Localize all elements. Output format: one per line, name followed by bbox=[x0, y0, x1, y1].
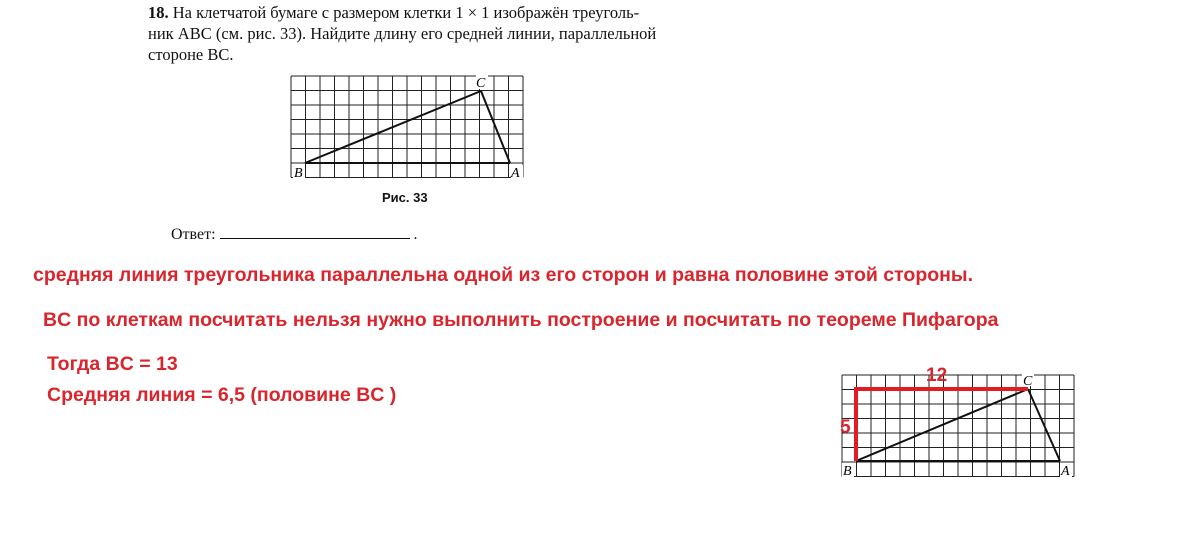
problem-line-3: стороне BC. bbox=[148, 45, 234, 64]
problem-number: 18. bbox=[148, 3, 169, 22]
midline-rule: средняя линия треугольника параллельна одной из его сторон и равна половине этой стороны. bbox=[33, 264, 973, 286]
answer-label: Ответ: bbox=[171, 226, 216, 243]
horizontal-leg-label: 12 bbox=[926, 365, 948, 386]
vertex-c-label: C bbox=[476, 76, 486, 91]
side-bc bbox=[856, 389, 1028, 461]
vertex-a-label: A bbox=[511, 166, 520, 181]
problem-line-2: ник ABC (см. рис. 33). Найдите длину его средней линии, параллельной bbox=[148, 24, 657, 43]
answer-end: . bbox=[413, 226, 418, 243]
side-ca bbox=[481, 91, 510, 163]
midline-result: Средняя линия = 6,5 (половине BC ) bbox=[47, 384, 397, 406]
vertex-a-label: A bbox=[1061, 464, 1070, 479]
answer-blank bbox=[220, 224, 410, 239]
vertex-b-label: B bbox=[843, 464, 852, 479]
bc-result: Тогда BC = 13 bbox=[47, 353, 178, 375]
vertex-b-label: B bbox=[294, 166, 303, 181]
figure-33-grid bbox=[288, 73, 528, 183]
vertex-c-label: C bbox=[1023, 374, 1033, 389]
problem-line-1: 18. На клетчатой бумаге с размером клетки 1 × 1 изображён треуголь- bbox=[148, 3, 640, 22]
side-ca bbox=[1028, 389, 1060, 461]
problem-statement bbox=[148, 2, 678, 65]
bc-note: BC по клеткам посчитать нельзя нужно выполнить построение и посчитать по теореме Пифагора bbox=[43, 309, 999, 331]
answer-line bbox=[171, 224, 418, 244]
construction-grid bbox=[838, 360, 1078, 482]
figure-caption: Рис. 33 bbox=[382, 190, 428, 205]
vertical-leg-label: 5 bbox=[840, 417, 851, 438]
